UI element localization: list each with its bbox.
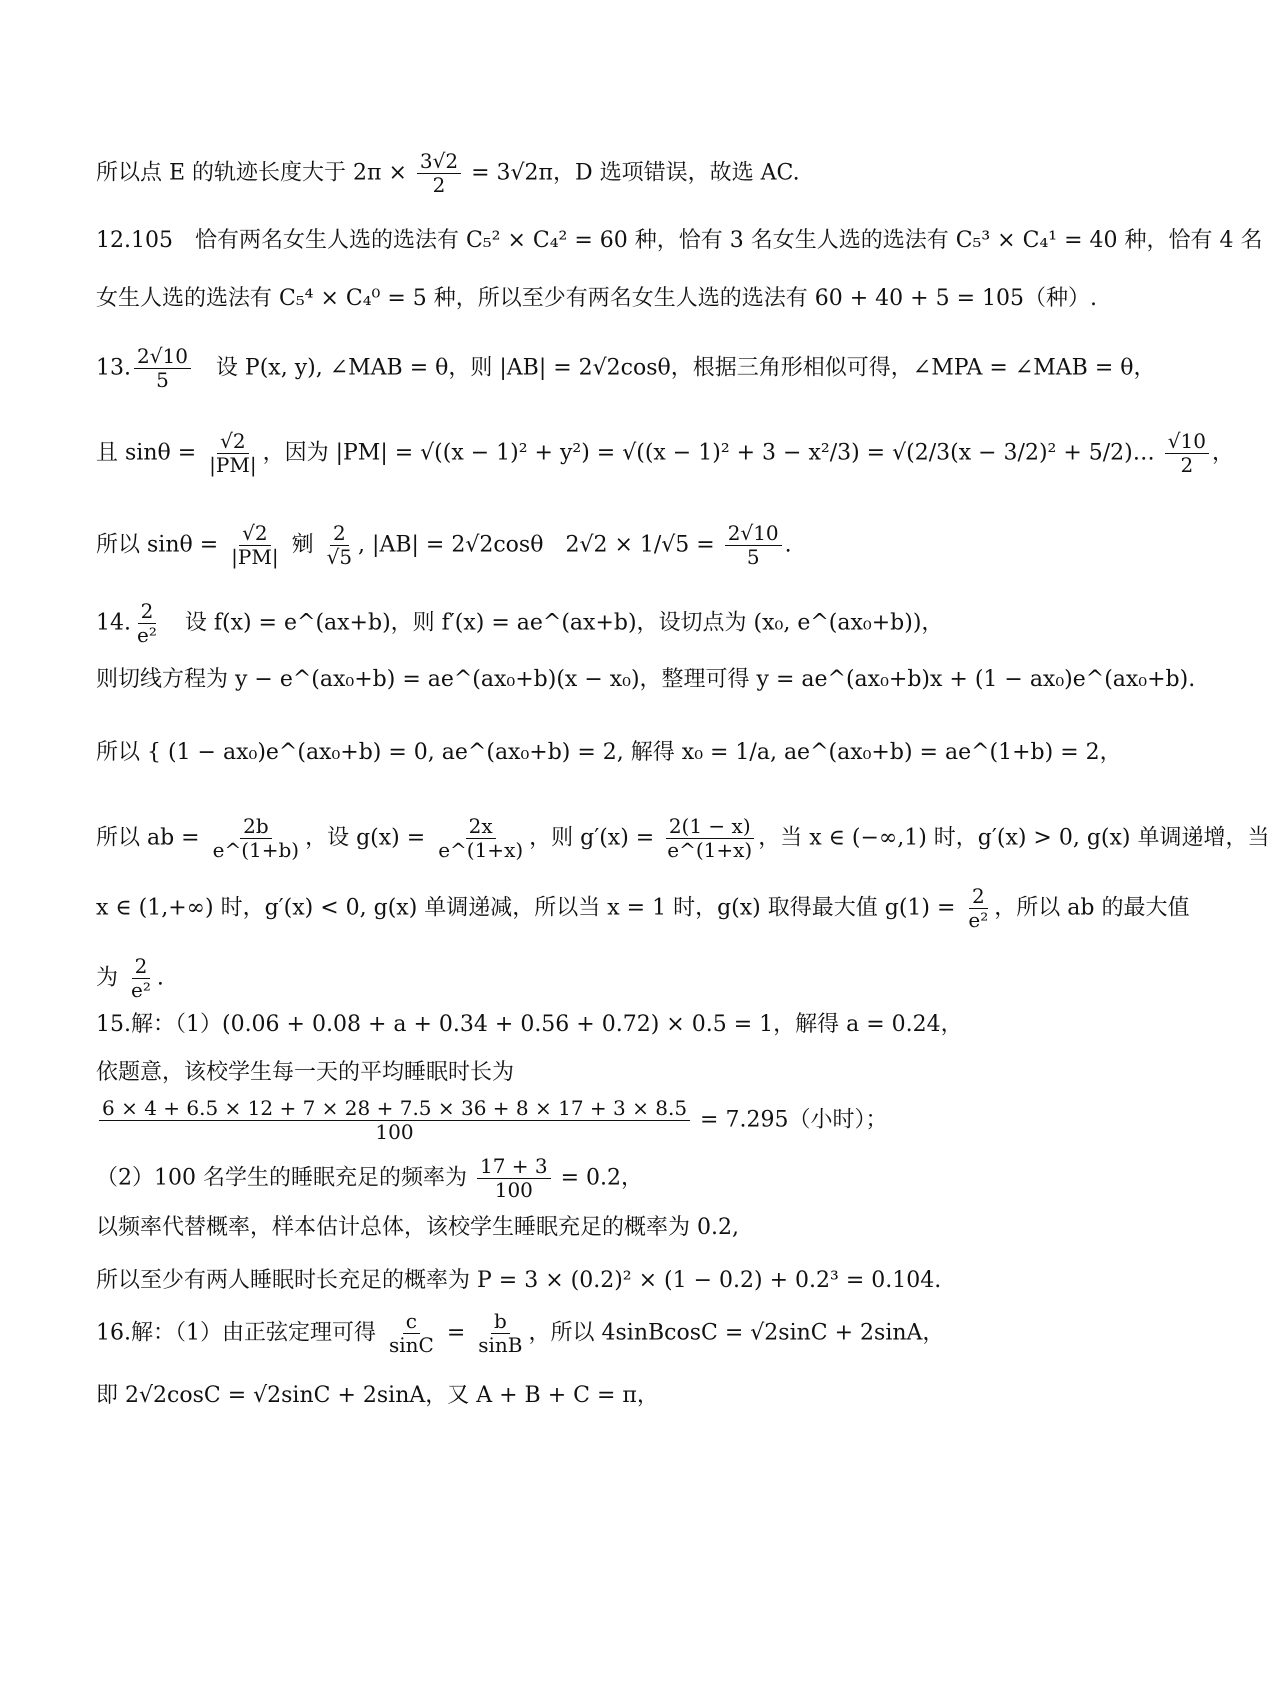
fraction: $\frac{2}{\text{e²}}$ [137,599,157,647]
fraction: $\frac{2x}{e\^{}(1+x)}$ [438,814,524,862]
text-line-12: 为 $\frac{2}{\text{e²}}$ . [96,954,164,1002]
fraction: $\frac{2}{\text{e²}}$ [968,884,989,932]
text-line-1: 所以点 E 的轨迹长度大于 2π × $\frac{3√2}{2}$ = 3√2π，D 选项错误，故选 AC. [96,149,800,197]
text-line-17: 以频率代替概率，样本估计总体，该校学生睡眠充足的概率为 0.2, [96,1215,739,1240]
fraction: $\frac{c}{\sin C}$ [388,1309,434,1357]
fraction: $\frac{2(1 - x)}{e\^{}(1+x)}$ [667,814,753,862]
text-line-8: 则切线方程为 y − e^(ax₀+b) = ae^(ax₀+b)(x − x₀)，整理可得 y = ae^(ax₀+b)x + (1 − ax₀)e^(ax₀+b). [96,667,1196,692]
fraction: $\frac{6 \times 4 + 6.5 \times 12 + 7 \times 28 + 7.5 \times 36 + 8 \times 17 + 3 \times 8.5}{100}$ [99,1097,690,1144]
text-line-14: 依题意，该校学生每一天的平均睡眠时长为 [96,1060,515,1085]
text-line-6: 所以 sinθ = $\frac{√2}{|PM|}$ 剜 $\frac{2}{√5}$ , |AB| = 2√2cosθ 2√2 × 1/√5 = $\frac{2√10}{5}$ . [96,521,792,569]
fraction: $\frac{√10}{2}$ [1165,430,1209,477]
fraction: $\frac{2√10}{5}$ [725,522,782,569]
text-line-20: 即 2√2cosC = √2sinC + 2sinA，又 A + B + C = π， [96,1383,659,1408]
text-line-18: 所以至少有两人睡眠时长充足的概率为 P = 3 × (0.2)² × (1 − 0.2) + 0.2³ = 0.104. [96,1268,942,1293]
fraction: $\frac{b}{\sin B}$ [478,1309,523,1357]
text-line-10: 所以 ab = $\frac{2b}{e\^{}(1+b)}$ ，设 g(x) = $\frac{2x}{e\^{}(1+x)}$ ，则 g′(x) = $\frac{2(1 - x)}{e\^{}(1+x)}$ ，当 x ∈ (−∞,1) 时，g′(x) > 0, g(x) 单调递增，当 [96,814,1270,862]
text-line-4: 13. $\frac{2√10}{5}$ 设 P(x, y), ∠MAB = θ，则 |AB| = 2√2cosθ，根据三角形相似可得，∠MPA = ∠MAB = θ， [96,344,1156,392]
text-line-19: 16.解：（1）由正弦定理可得 $\frac{c}{\sin C}$ = $\frac{b}{\sin B}$ ，所以 4sinBcosC = √2sinC + 2sinA， [96,1309,945,1357]
fraction: $\frac{2}{√5}$ [326,521,353,569]
fraction: $\frac{√2}{|PM|}$ [231,521,279,569]
fraction: $\frac{2}{\text{e²}}$ [131,954,151,1002]
fraction: $\frac{17 + 3}{100}$ [477,1155,551,1202]
fraction: $\frac{3√2}{2}$ [417,150,461,197]
fraction: $\frac{√2}{|PM|}$ [209,429,257,477]
text-line-15: $\frac{6 \times 4 + 6.5 \times 12 + 7 \times 28 + 7.5 \times 36 + 8 \times 17 + 3 \times 8.5}{100}$ = 7.295（小时）； [96,1097,1104,1144]
fraction: $\frac{2√10}{5}$ [134,345,191,392]
text-line-16: （2）100 名学生的睡眠充足的频率为 $\frac{17 + 3}{100}$ = 0.2， [96,1154,644,1202]
text-line-9: 所以 { (1 − ax₀)e^(ax₀+b) = 0, ae^(ax₀+b) = 2, 解得 x₀ = 1/a, ae^(ax₀+b) = ae^(1+b) = 2， [96,740,1122,765]
text-line-11: x ∈ (1,+∞) 时，g′(x) < 0, g(x) 单调递减，所以当 x = 1 时，g(x) 取得最大值 g(1) = $\frac{2}{\text{e²}}$ ，所以 ab 的最大值 [96,884,1190,932]
text-line-7: 14. $\frac{2}{\text{e²}}$ 设 f(x) = e^(ax+b)，则 f′(x) = ae^(ax+b)，设切点为 (x₀, e^(ax₀+b))， [96,599,944,647]
text-line-2: 12.105 恰有两名女生人选的选法有 C₅² × C₄² = 60 种，恰有 3 名女生人选的选法有 C₅³ × C₄¹ = 40 种，恰有 4 名 [96,228,1263,253]
text-line-13: 15.解：（1）(0.06 + 0.08 + a + 0.34 + 0.56 + 0.72) × 0.5 = 1，解得 a = 0.24， [96,1012,963,1037]
fraction: $\frac{2b}{e\^{}(1+b)}$ [212,814,300,862]
text-line-5: 且 sinθ = $\frac{√2}{|PM|}$ ，因为 |PM| = √((x − 1)² + y²) = √((x − 1)² + 3 − x²/3) = √(2/3(x − 3/2)² + 5/2)… $\frac{√10}{2}$ ， [96,429,1234,477]
text-line-3: 女生人选的选法有 C₅⁴ × C₄⁰ = 5 种，所以至少有两名女生人选的选法有 60 + 40 + 5 = 105（种）. [96,286,1097,311]
